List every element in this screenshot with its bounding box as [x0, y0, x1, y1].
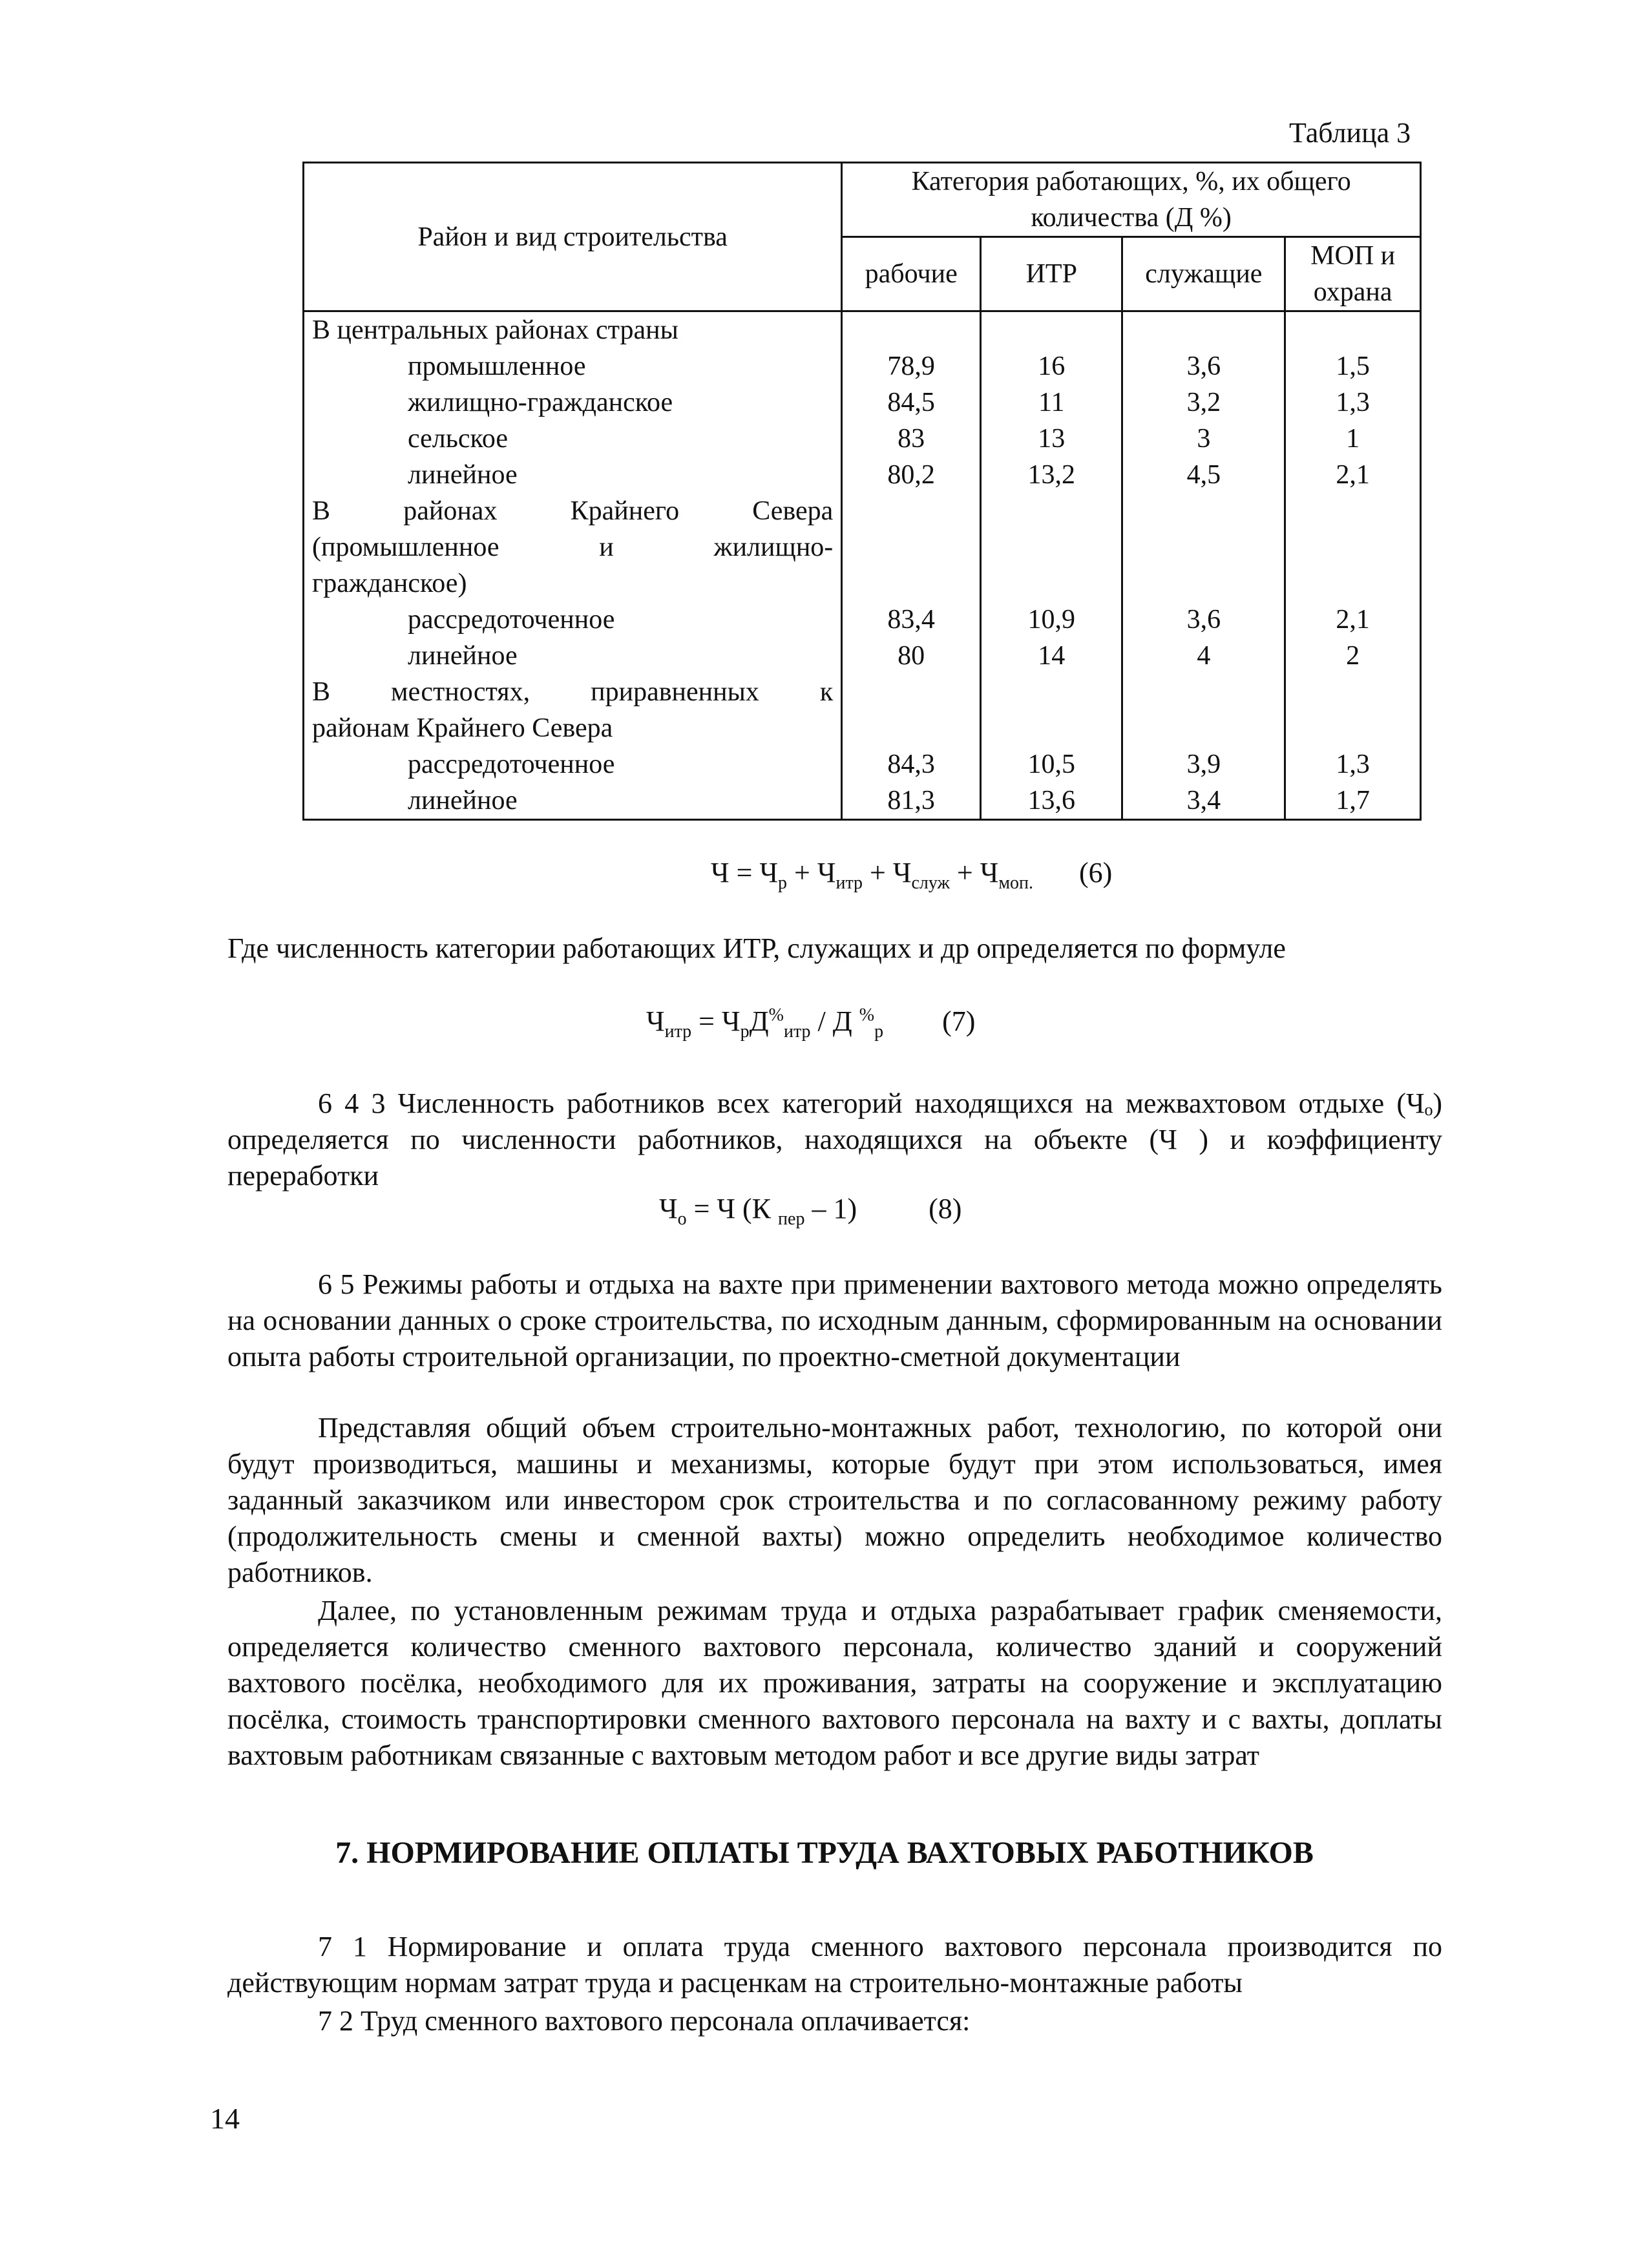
- table-row: [304, 421, 1421, 457]
- cell-value: 84,3: [842, 746, 981, 782]
- cell-value: 3,2: [1122, 384, 1285, 421]
- row-label: В районах Крайнего Севера: [304, 493, 842, 529]
- cell-value: [981, 674, 1122, 710]
- table-row: [304, 782, 1421, 820]
- cell-value: 13: [981, 421, 1122, 457]
- header-workers: рабочие: [842, 237, 981, 311]
- cell-value: [1122, 674, 1285, 710]
- cell-value: 83: [842, 421, 981, 457]
- cell-value: 3,4: [1122, 782, 1285, 820]
- cell-value: [1285, 493, 1421, 529]
- cell-value: 10,5: [981, 746, 1122, 782]
- row-label: В центральных районах страны: [304, 311, 842, 349]
- cell-value: [981, 493, 1122, 529]
- cell-value: 1,3: [1285, 746, 1421, 782]
- cell-value: [1122, 710, 1285, 746]
- table-row: [304, 493, 1421, 529]
- row-label: линейное: [304, 782, 842, 820]
- cell-value: 2: [1285, 638, 1421, 674]
- cell-value: [1285, 529, 1421, 565]
- cell-value: 80: [842, 638, 981, 674]
- cell-value: 14: [981, 638, 1122, 674]
- cell-value: 1,5: [1285, 348, 1421, 384]
- header-mop: МОП и охрана: [1285, 237, 1421, 311]
- cell-value: [842, 311, 981, 349]
- cell-value: [842, 674, 981, 710]
- cell-value: [1122, 311, 1285, 349]
- row-label: линейное: [304, 457, 842, 493]
- cell-value: 16: [981, 348, 1122, 384]
- table-row: [304, 638, 1421, 674]
- header-employees: служащие: [1122, 237, 1285, 311]
- cell-value: 80,2: [842, 457, 981, 493]
- table-row: [304, 311, 1421, 349]
- cell-value: 78,9: [842, 348, 981, 384]
- cell-value: 1,3: [1285, 384, 1421, 421]
- para-6-5: 6 5 Режимы работы и отдыха на вахте при применении вахтового метода можно определять на основании данных о сроке строительства, по исходным данным, сформированным на основании опыта работы строительной организации, по проектно-сметной документации: [227, 1268, 1442, 1372]
- cell-value: 83,4: [842, 602, 981, 638]
- cell-value: 4: [1122, 638, 1285, 674]
- table-row: [304, 565, 1421, 602]
- cell-value: 1,7: [1285, 782, 1421, 820]
- cell-value: [1285, 674, 1421, 710]
- row-label: районам Крайнего Севера: [304, 710, 842, 746]
- table-row: [304, 529, 1421, 565]
- cell-value: [1122, 565, 1285, 602]
- header-category: Категория работающих, %, их общего количества (Д %): [842, 163, 1421, 237]
- cell-value: 3: [1122, 421, 1285, 457]
- table-body: [304, 311, 1421, 820]
- row-label: гражданское): [304, 565, 842, 602]
- cell-value: 84,5: [842, 384, 981, 421]
- row-label: промышленное: [304, 348, 842, 384]
- header-region: Район и вид строительства: [304, 163, 842, 311]
- cell-value: 81,3: [842, 782, 981, 820]
- formula-6: $Ч = Ч_р + Ч_{итр} + Ч_{служ} + Ч_{моп.}$ (6): [711, 857, 1113, 893]
- cell-value: [842, 493, 981, 529]
- cell-value: 3,6: [1122, 348, 1285, 384]
- row-label: рассредоточенное: [304, 746, 842, 782]
- cell-value: [1285, 710, 1421, 746]
- cell-value: [842, 565, 981, 602]
- cell-value: [981, 565, 1122, 602]
- data-table: [302, 162, 1422, 821]
- cell-value: [1122, 493, 1285, 529]
- row-label: рассредоточенное: [304, 602, 842, 638]
- table-row: [304, 384, 1421, 421]
- formula-7: $Ч_{итр} = Ч_рД^{\%}_{итр} / Д$ %$_р$ (7): [646, 1005, 976, 1042]
- row-label: сельское: [304, 421, 842, 457]
- para-representing: Представляя общий объем строительно-монтажных работ, технологию, по которой они будут производиться, машины и механизмы, которые будут при этом использоваться, имея заданный заказчиком или инвестором срок строительства и по согласованному режиму работу (продолжительность смены и сменной вахты) можно определить необходимое количество работников.: [227, 1412, 1442, 1588]
- table-row: [304, 746, 1421, 782]
- para-further: Далее, по установленным режимам труда и отдыха разрабатывает график сменяемости, определяется количество сменного вахтового персонала, количество зданий и сооружений вахтового посёлка, необходимого для их проживания, затраты на сооружение и эксплуатацию посёлка, стоимость транспортировки сменного вахтового персонала на вахту и с вахты, доплаты вахтовым работникам связанные с вахтовым методом работ и все другие виды затрат: [227, 1595, 1442, 1771]
- cell-value: [981, 529, 1122, 565]
- cell-value: [842, 529, 981, 565]
- row-label: жилищно-гражданское: [304, 384, 842, 421]
- cell-value: 13,6: [981, 782, 1122, 820]
- table-row: [304, 348, 1421, 384]
- table-row: [304, 457, 1421, 493]
- para-6-4-3: 6 4 3 Численность работников всех категорий находящихся на межвахтовом отдыхе (Чₒ) определяется по численности работников, находящихся на объекте (Ч ) и коэффициенту переработки: [227, 1087, 1442, 1192]
- cell-value: [1285, 311, 1421, 349]
- cell-value: 11: [981, 384, 1122, 421]
- table-row: [304, 710, 1421, 746]
- cell-value: 3,6: [1122, 602, 1285, 638]
- cell-value: [1122, 529, 1285, 565]
- table-row: [304, 602, 1421, 638]
- cell-value: 1: [1285, 421, 1421, 457]
- cell-value: 2,1: [1285, 602, 1421, 638]
- cell-value: [981, 710, 1122, 746]
- para-7-2: 7 2 Труд сменного вахтового персонала оплачивается:: [318, 2005, 971, 2037]
- cell-value: 2,1: [1285, 457, 1421, 493]
- cell-value: 10,9: [981, 602, 1122, 638]
- cell-value: [1285, 565, 1421, 602]
- section-heading: 7. НОРМИРОВАНИЕ ОПЛАТЫ ТРУДА ВАХТОВЫХ РАБОТНИКОВ: [335, 1836, 1314, 1870]
- cell-value: 4,5: [1122, 457, 1285, 493]
- cell-value: 3,9: [1122, 746, 1285, 782]
- para-7-1: 7 1 Нормирование и оплата труда сменного вахтового персонала производится по действующим нормам затрат труда и расценкам на строительно-монтажные работы: [227, 1931, 1442, 1999]
- row-label: В местностях, приравненных к: [304, 674, 842, 710]
- table-caption: Таблица 3: [1289, 117, 1411, 149]
- cell-value: [842, 710, 981, 746]
- formula-8: $Ч_о = Ч$ (К $_{пер}$ – 1) (8): [659, 1193, 962, 1229]
- page-number: 14: [210, 2102, 240, 2135]
- para-where: Где численность категории работающих ИТР, служащих и др определяется по формуле: [227, 932, 1286, 964]
- cell-value: 13,2: [981, 457, 1122, 493]
- table-row: [304, 674, 1421, 710]
- row-label: (промышленное и жилищно-: [304, 529, 842, 565]
- header-itr: ИТР: [981, 237, 1122, 311]
- cell-value: [981, 311, 1122, 349]
- row-label: линейное: [304, 638, 842, 674]
